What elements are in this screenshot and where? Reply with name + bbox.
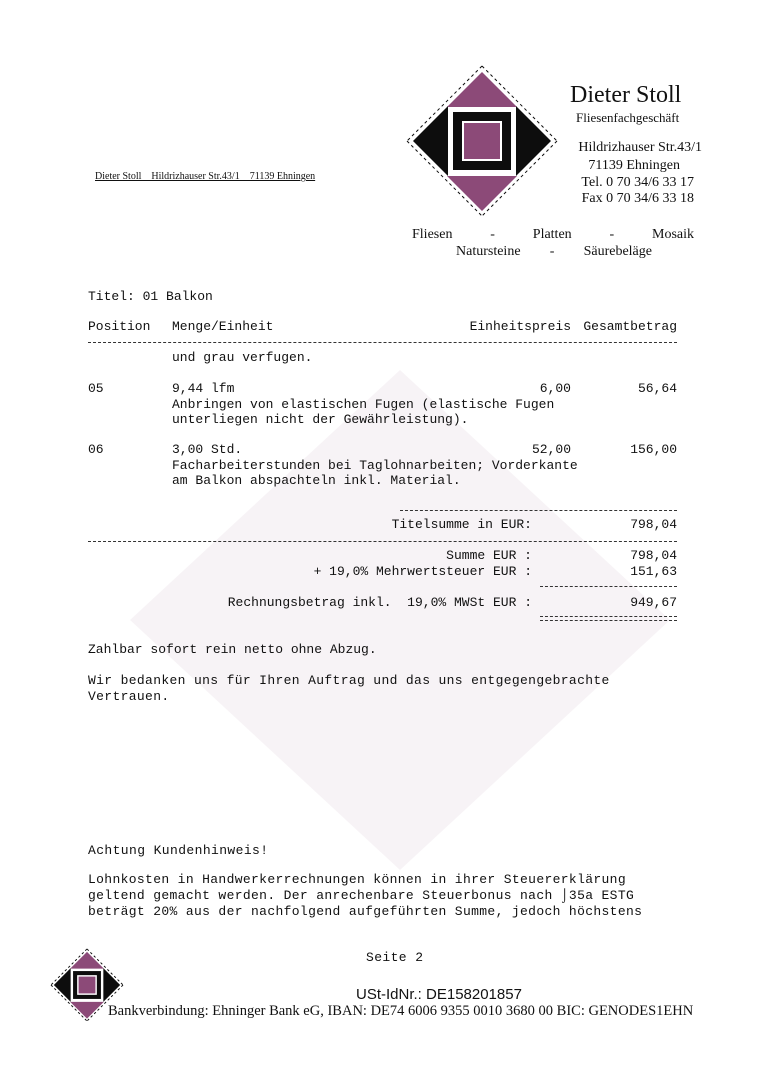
table-row-desc: unterliegen nicht der Gewährleistung). bbox=[172, 412, 469, 427]
invoice-total-label: Rechnungsbetrag inkl. 19,0% MWSt EUR : bbox=[227, 595, 532, 610]
table-row-desc: am Balkon abspachteln inkl. Material. bbox=[172, 473, 461, 488]
page-number: Seite 2 bbox=[366, 950, 424, 965]
totals-divider bbox=[88, 541, 677, 542]
product-natursteine: Natursteine bbox=[456, 244, 521, 259]
diamond-tile-logo-icon bbox=[405, 64, 559, 218]
product-saeurebelaege: Säurebeläge bbox=[583, 244, 652, 259]
notice-line: geltend gemacht werden. Der anrechenbare Steuerbonus nach ⌡35a ESTG bbox=[88, 888, 635, 903]
company-phone: Tel. 0 70 34/6 33 17 bbox=[581, 175, 694, 190]
table-row-pos: 05 bbox=[88, 381, 104, 396]
table-row-total: 56,64 bbox=[637, 381, 677, 396]
notice-line: beträgt 20% aus der nachfolgend aufgeführten Summe, jedoch höchstens bbox=[88, 904, 643, 919]
table-row-qty: 9,44 lfm bbox=[172, 381, 235, 396]
header-unit-price: Einheitspreis bbox=[469, 319, 571, 334]
product-line-2 bbox=[456, 244, 652, 260]
table-row-pos: 06 bbox=[88, 442, 104, 457]
invoice-double-underline bbox=[540, 616, 677, 621]
invoice-total-value: 949,67 bbox=[630, 595, 677, 610]
sum-label: Summe EUR : bbox=[446, 548, 532, 563]
table-row-total: 156,00 bbox=[630, 442, 677, 457]
product-separator: - bbox=[609, 227, 615, 242]
product-mosaik: Mosaik bbox=[652, 227, 694, 242]
product-separator: - bbox=[490, 227, 495, 242]
company-subtitle: Fliesenfachgeschäft bbox=[576, 110, 680, 125]
bank-details: Bankverbindung: Ehninger Bank eG, IBAN: DE74 6006 9355 0010 3680 00 BIC: GENODES1EHN bbox=[108, 1003, 694, 1019]
table-row-desc: Facharbeiterstunden bei Taglohnarbeiten; Vorderkante bbox=[172, 458, 578, 473]
section-title: Titel: 01 Balkon bbox=[88, 289, 213, 304]
notice-heading: Achtung Kundenhinweis! bbox=[88, 843, 269, 858]
vat-value: 151,63 bbox=[630, 564, 677, 579]
header-quantity: Menge/Einheit bbox=[172, 319, 274, 334]
company-fax: Fax 0 70 34/6 33 18 bbox=[581, 191, 694, 206]
table-row-qty: 3,00 Std. bbox=[172, 442, 243, 457]
header-divider bbox=[88, 342, 677, 343]
company-street: Hildrizhauser Str.43/1 bbox=[578, 140, 702, 155]
return-address: Dieter Stoll Hildrizhauser Str.43/1 71139 Ehningen bbox=[95, 171, 316, 182]
table-row-price: 6,00 bbox=[539, 381, 571, 396]
vat-label: + 19,0% Mehrwertsteuer EUR : bbox=[313, 564, 532, 579]
company-city: 71139 Ehningen bbox=[588, 158, 680, 173]
thanks-line: Vertrauen. bbox=[88, 689, 170, 704]
company-name: Dieter Stoll bbox=[570, 82, 682, 108]
product-fliesen: Fliesen bbox=[412, 227, 453, 242]
product-line-1 bbox=[412, 227, 694, 243]
notice-line: Lohnkosten in Handwerkerrechnungen können in ihrer Steuererklärung bbox=[88, 872, 626, 887]
sum-value: 798,04 bbox=[630, 548, 677, 563]
table-row-desc: Anbringen von elastischen Fugen (elastische Fugen bbox=[172, 397, 555, 412]
title-sum-divider bbox=[400, 510, 677, 511]
title-sum-value: 798,04 bbox=[630, 517, 677, 532]
product-separator: - bbox=[549, 244, 555, 259]
header-position: Position bbox=[88, 319, 151, 334]
payment-terms: Zahlbar sofort rein netto ohne Abzug. bbox=[88, 642, 377, 657]
thanks-line: Wir bedanken uns für Ihren Auftrag und das uns entgegengebrachte bbox=[88, 673, 610, 688]
vat-divider bbox=[540, 586, 677, 587]
continuation-text: und grau verfugen. bbox=[172, 350, 313, 365]
vat-id: USt-IdNr.: DE158201857 bbox=[356, 986, 522, 1003]
product-platten: Platten bbox=[532, 227, 572, 242]
header-total: Gesamtbetrag bbox=[583, 319, 677, 334]
title-sum-label: Titelsumme in EUR: bbox=[391, 517, 532, 532]
table-row-price: 52,00 bbox=[531, 442, 571, 457]
